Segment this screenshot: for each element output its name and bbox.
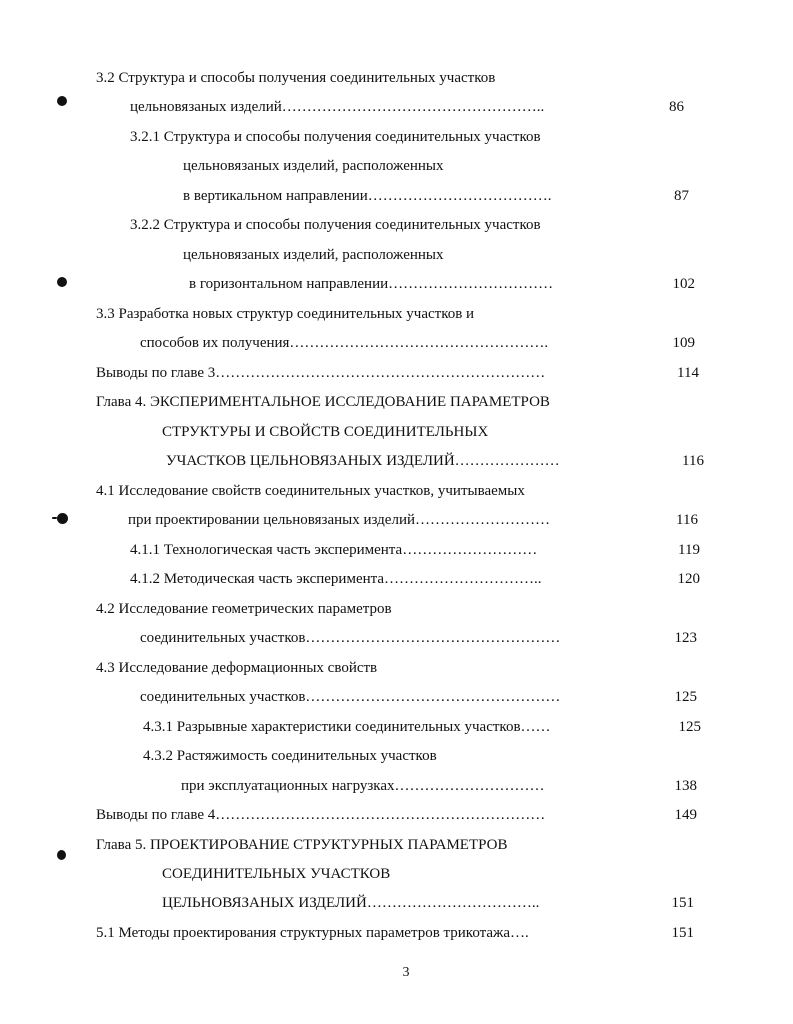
binder-hole-mark xyxy=(57,96,67,106)
toc-page-number: 87 xyxy=(674,188,689,204)
toc-page-number: 123 xyxy=(674,630,697,646)
toc-entry-title: 3.2.2 Структура и способы получения соединительных участков xyxy=(130,217,541,233)
toc-entry-title: 3.3 Разработка новых структур соединительных участков и xyxy=(96,306,475,322)
binder-hole-mark xyxy=(52,517,57,519)
toc-entry-title: 3.2 Структура и способы получения соединительных участков xyxy=(96,70,496,86)
toc-page-number: 86 xyxy=(669,99,684,115)
toc-entry-title: цельновязаных изделий, расположенных xyxy=(183,247,444,263)
toc-page-number: 151 xyxy=(671,895,694,911)
toc-chapter-title: ЦЕЛЬНОВЯЗАНЫХ ИЗДЕЛИЙ…………………………….. xyxy=(162,895,540,911)
toc-page-number: 109 xyxy=(672,335,695,351)
toc-page-number: 125 xyxy=(674,689,697,705)
toc-page-number: 149 xyxy=(674,807,697,823)
toc-entry-title: способов их получения……………………………………………. xyxy=(140,335,549,351)
binder-hole-mark xyxy=(57,513,68,524)
toc-page-number: 151 xyxy=(671,925,694,941)
binder-hole-mark xyxy=(57,277,67,287)
toc-entry-title: 5.1 Методы проектирования структурных параметров трикотажа…. xyxy=(96,925,529,941)
page-number: 3 xyxy=(402,965,410,980)
toc-entry-title: цельновязаных изделий…………………………………………….. xyxy=(130,99,545,115)
toc-entry-title: цельновязаных изделий, расположенных xyxy=(183,158,444,174)
toc-entry-title: 4.3 Исследование деформационных свойств xyxy=(96,660,378,676)
toc-page-number: 119 xyxy=(678,542,700,558)
toc-entry-title: 4.2 Исследование геометрических параметров xyxy=(96,601,392,617)
toc-page-number: 116 xyxy=(676,512,698,528)
toc-entry-title: при эксплуатационных нагрузках………………………… xyxy=(181,778,545,794)
toc-page-number: 125 xyxy=(678,719,701,735)
toc-entry-title: 3.2.1 Структура и способы получения соединительных участков xyxy=(130,129,541,145)
toc-entry-title: Выводы по главе 4………………………………………………………… xyxy=(96,807,546,823)
toc-entry-title: Выводы по главе 3………………………………………………………… xyxy=(96,365,546,381)
toc-entry-title: 4.3.2 Растяжимость соединительных участков xyxy=(143,748,437,764)
toc-page-number: 120 xyxy=(677,571,700,587)
toc-entry-title: в горизонтальном направлении…………………………… xyxy=(189,276,554,292)
toc-page-number: 138 xyxy=(674,778,697,794)
toc-page-number: 102 xyxy=(672,276,695,292)
toc-entry-title: при проектировании цельновязаных изделий……………………… xyxy=(128,512,550,528)
toc-entry-title: в вертикальном направлении………………………………. xyxy=(183,188,552,204)
toc-entry-title: 4.1.2 Методическая часть эксперимента………………………….. xyxy=(130,571,542,587)
toc-entry-title: 4.1.1 Технологическая часть эксперимента……………………… xyxy=(130,542,538,558)
toc-page-number: 116 xyxy=(682,453,704,469)
toc-chapter-title: СТРУКТУРЫ И СВОЙСТВ СОЕДИНИТЕЛЬНЫХ xyxy=(162,424,489,440)
toc-chapter-title: Глава 4. ЭКСПЕРИМЕНТАЛЬНОЕ ИССЛЕДОВАНИЕ ПАРАМЕТРОВ xyxy=(96,394,550,410)
toc-chapter-title: УЧАСТКОВ ЦЕЛЬНОВЯЗАНЫХ ИЗДЕЛИЙ………………… xyxy=(166,453,560,469)
toc-chapter-title: СОЕДИНИТЕЛЬНЫХ УЧАСТКОВ xyxy=(162,866,391,882)
toc-entry-title: 4.3.1 Разрывные характеристики соединительных участков…… xyxy=(143,719,551,735)
binder-hole-mark xyxy=(57,850,66,860)
toc-entry-title: 4.1 Исследование свойств соединительных участков, учитываемых xyxy=(96,483,525,499)
toc-chapter-title: Глава 5. ПРОЕКТИРОВАНИЕ СТРУКТУРНЫХ ПАРАМЕТРОВ xyxy=(96,837,508,853)
toc-entry-title: соединительных участков…………………………………………… xyxy=(140,630,561,646)
toc-entry-title: соединительных участков…………………………………………… xyxy=(140,689,561,705)
toc-page-number: 114 xyxy=(677,365,699,381)
